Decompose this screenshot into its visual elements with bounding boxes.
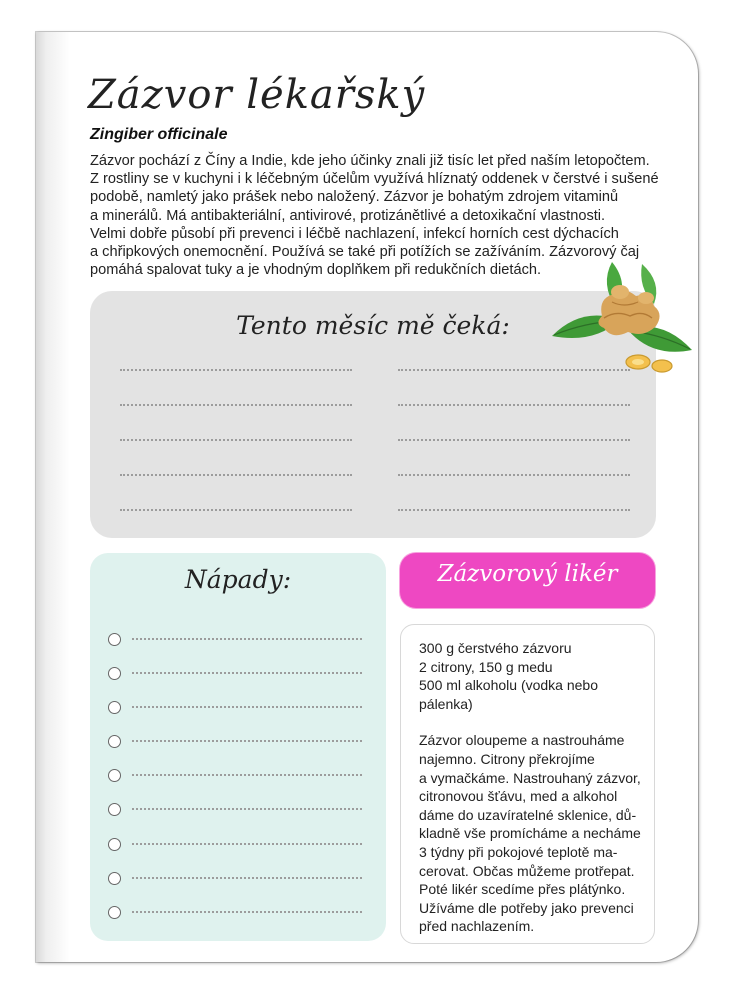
checkbox-circle[interactable] <box>108 633 121 646</box>
month-line[interactable] <box>120 474 352 476</box>
checkbox-circle[interactable] <box>108 701 121 714</box>
step-line: Užíváme dle potřeby jako prevenci <box>419 899 634 916</box>
ingredient-line: 300 g čerstvého zázvoru <box>419 640 572 656</box>
idea-item <box>108 733 370 753</box>
intro-line: pomáhá spalovat tuky a je vhodným doplňkem při redukčních dietách. <box>90 262 542 279</box>
page-title: Zázvor lékařský <box>88 72 426 118</box>
checkbox-circle[interactable] <box>108 838 121 851</box>
idea-line[interactable] <box>132 672 362 674</box>
step-line: Zázvor oloupeme a nastrouháme <box>419 732 625 749</box>
idea-item <box>108 699 370 719</box>
intro-line: a chřipkových onemocnění. Používá se také při potížích se zažíváním. Zázvorový čaj <box>90 244 640 261</box>
checkbox-circle[interactable] <box>108 872 121 885</box>
step-line: citronovou šťávu, med a alkohol <box>419 788 618 805</box>
idea-item <box>108 631 370 651</box>
idea-line[interactable] <box>132 706 362 708</box>
recipe-header <box>400 553 655 608</box>
month-line[interactable] <box>120 369 352 371</box>
step-line: dáme do uzavíratelné sklenice, dů- <box>419 806 637 823</box>
checkbox-circle[interactable] <box>108 769 121 782</box>
idea-line[interactable] <box>132 774 362 776</box>
step-line: Poté likér scedíme přes plátýnko. <box>419 881 626 898</box>
idea-line[interactable] <box>132 638 362 640</box>
idea-line[interactable] <box>132 843 362 845</box>
step-line: před nachlazením. <box>419 918 535 935</box>
recipe-text <box>419 639 651 936</box>
latin-name: Zingiber officinale <box>90 126 228 143</box>
ingredient-line: 2 citrony, 150 g medu <box>419 658 553 675</box>
recipe-card <box>400 624 655 944</box>
ideas-title: Nápady: <box>184 565 292 594</box>
idea-line[interactable] <box>132 877 362 879</box>
intro-line: Z rostliny se v kuchyni i k léčebným účelům využívá hlíznatý oddenek v čerstvé i sušené <box>90 171 659 188</box>
checkbox-circle[interactable] <box>108 735 121 748</box>
intro-line: Zázvor pochází z Číny a Indie, kde jeho účinky znali již tisíc let před naším letopočtem. <box>90 153 650 169</box>
step-line: cerovat. Občas můžeme protřepat. <box>419 862 635 879</box>
recipe-title: Zázvorový likér <box>437 561 618 587</box>
month-line[interactable] <box>398 439 630 441</box>
month-line[interactable] <box>120 509 352 511</box>
ginger-illustration <box>542 258 698 378</box>
idea-item <box>108 870 370 890</box>
idea-item <box>108 836 370 856</box>
ingredient-line: pálenka) <box>419 695 473 712</box>
planner-page <box>36 32 698 962</box>
idea-line[interactable] <box>132 911 362 913</box>
month-plan-title: Tento měsíc mě čeká: <box>236 311 510 340</box>
month-line[interactable] <box>120 404 352 406</box>
ingredient-line: 500 ml alkoholu (vodka nebo <box>419 677 599 694</box>
step-line: a vymačkáme. Nastrouhaný zázvor, <box>419 769 641 786</box>
idea-line[interactable] <box>132 808 362 810</box>
step-line: kladně vše promícháme a necháme <box>419 825 641 842</box>
month-line[interactable] <box>398 474 630 476</box>
step-line: najemno. Citrony překrojíme <box>419 750 595 767</box>
checkbox-circle[interactable] <box>108 667 121 680</box>
page-binding <box>36 32 70 962</box>
checkbox-circle[interactable] <box>108 803 121 816</box>
ideas-panel <box>90 553 386 941</box>
checkbox-circle[interactable] <box>108 906 121 919</box>
month-line[interactable] <box>120 439 352 441</box>
idea-item <box>108 801 370 821</box>
intro-line: podobě, namletý jako prášek nebo naložený. Zázvor je bohatým zdrojem vitaminů <box>90 189 619 206</box>
idea-item <box>108 904 370 924</box>
idea-line[interactable] <box>132 740 362 742</box>
idea-item <box>108 767 370 787</box>
month-line[interactable] <box>398 404 630 406</box>
step-line: 3 týdny při pokojové teplotě ma- <box>419 843 618 860</box>
paragraph-gap <box>419 713 651 731</box>
idea-item <box>108 665 370 685</box>
month-line[interactable] <box>398 509 630 511</box>
intro-line: Velmi dobře působí při prevenci i léčbě nachlazení, infekcí horních cest dýchacích <box>90 225 619 242</box>
intro-line: a minerálů. Má antibakteriální, antivirové, protizánětlivé a detoxikační vlastnosti. <box>90 207 606 224</box>
